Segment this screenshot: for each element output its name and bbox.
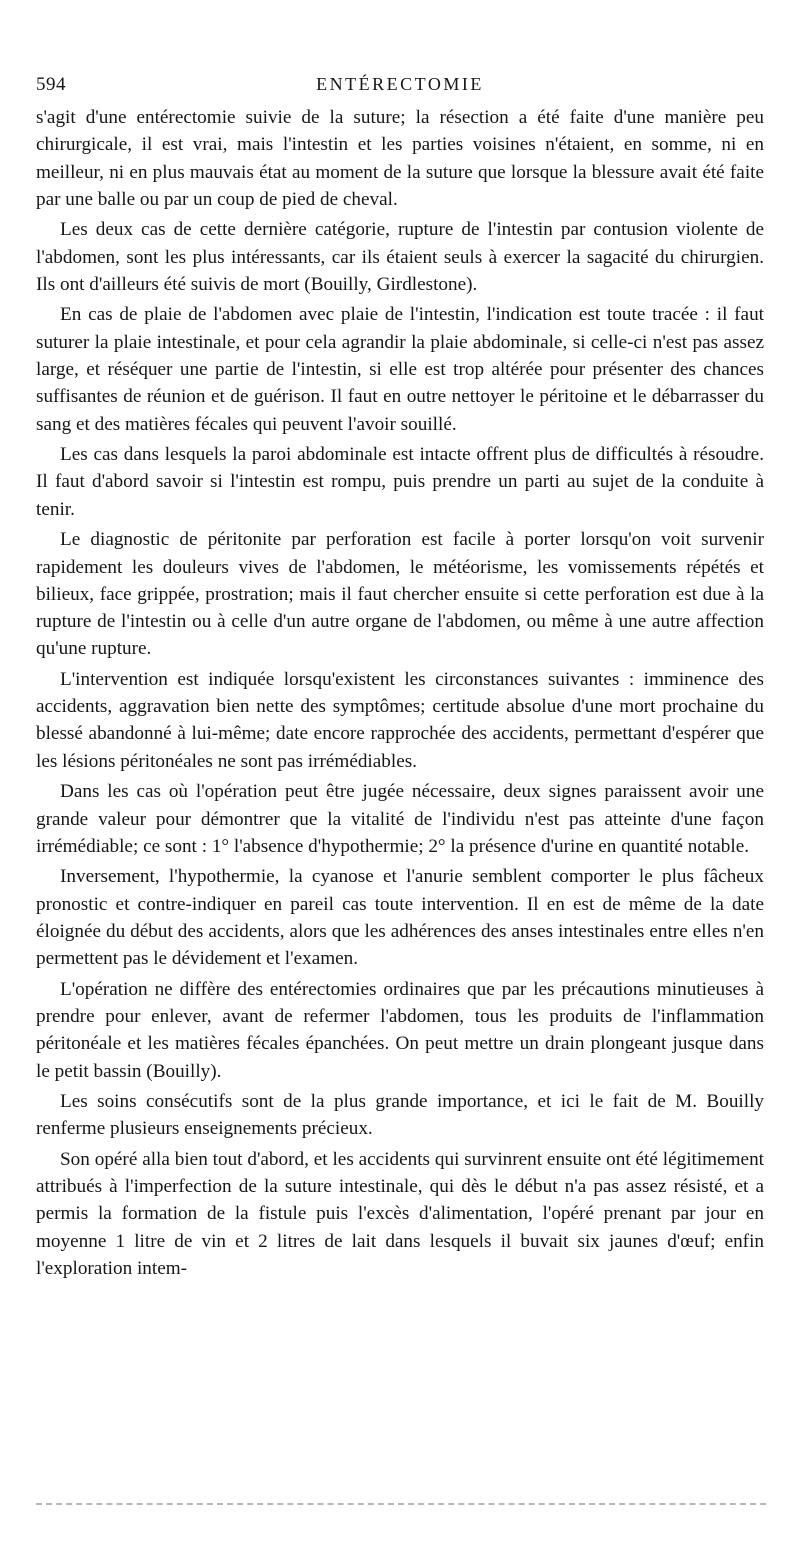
paragraph: Le diagnostic de péritonite par perforation est facile à porter lorsqu'on voit survenir rapidement les douleurs vives de l'abdomen, le météorisme, les vomissements répétés et bilieux, face grippée, prostration; mais il faut chercher ensuite si cette perforation est due à la rupture de l'intestin ou à celle d'un autre organe de l'abdomen, ou même à une autre affection qu'une rupture. [36, 529, 764, 660]
page-heading: ENTÉRECTOMIE [316, 74, 484, 94]
paragraph: Son opéré alla bien tout d'abord, et les accidents qui survinrent ensuite ont été légitimement attribués à l'imperfection de la suture intestinale, qui dès le début n'a pas assez résisté, et a permis la formation de la fistule puis l'excès d'alimentation, l'opéré prenant par jour en moyenne 1 litre de vin et 2 litres de lait dans lesquels il buvait six jaunes d'œuf; enfin l'exploration intem- [36, 1148, 764, 1280]
paragraph-continued: s'agit d'une entérectomie suivie de la suture; la résection a été faite d'une manière peu chirurgicale, il est vrai, mais l'intestin et les parties voisines n'étaient, en somme, ni en meilleur, ni en plus mauvais état au moment de la suture que lorsque la blessure avait été faite par une balle ou par un coup de pied de cheval. [36, 107, 764, 210]
paragraph: Inversement, l'hypothermie, la cyanose et l'anurie semblent comporter le plus fâcheux pronostic et contre-indiquer en pareil cas toute intervention. Il en est de même de la date éloignée du début des accidents, alors que les adhérences des anses intestinales entre elles n'en permettent pas le dévidement et l'examen. [36, 866, 764, 970]
body-text [36, 104, 764, 1286]
paragraph: L'intervention est indiquée lorsqu'existent les circonstances suivantes : imminence des accidents, aggravation bien nette des symptômes; certitude absolue d'une mort prochaine du blessé abandonné à lui-même; date encore rapprochée des accidents, permettant d'espérer que les lésions péritonéales ne sont pas irrémédiables. [36, 668, 764, 772]
bottom-bleed-through-rule [36, 1503, 766, 1505]
paragraph: En cas de plaie de l'abdomen avec plaie de l'intestin, l'indication est toute tracée : il faut suturer la plaie intestinale, et pour cela agrandir la plaie abdominale, si celle-ci n'est pas assez large, et réséquer une partie de l'intestin, si elle est trop altérée pour présenter des chances suffisantes de réunion et de guérison. Il faut en outre nettoyer le péritoine et le débarrasser du sang et des matières fécales qui peuvent l'avoir souillé. [36, 304, 764, 435]
paragraph: Dans les cas où l'opération peut être jugée nécessaire, deux signes paraissent avoir une grande valeur pour démontrer que la vitalité de l'individu n'est pas atteinte d'une façon irrémédiable; ce sont : 1° l'absence d'hypothermie; 2° la présence d'urine en quantité notable. [36, 781, 764, 857]
paragraph: L'opération ne diffère des entérectomies ordinaires que par les précautions minutieuses à prendre pour enlever, avant de refermer l'abdomen, tous les produits de l'inflammation péritonéale et les matières fécales épanchées. On peut mettre un drain plongeant jusque dans le petit bassin (Bouilly). [36, 978, 764, 1082]
paragraph: Les cas dans lesquels la paroi abdominale est intacte offrent plus de difficultés à résoudre. Il faut d'abord savoir si l'intestin est rompu, puis prendre un parti au sujet de la conduite à tenir. [36, 444, 764, 520]
paragraph: Les deux cas de cette dernière catégorie, rupture de l'intestin par contusion violente de l'abdomen, sont les plus intéressants, car ils étaient seuls à exercer la sagacité du chirurgien. Ils ont d'ailleurs été suivis de mort (Bouilly, Girdlestone). [36, 219, 764, 295]
running-head [36, 74, 764, 100]
page-number: 594 [36, 74, 66, 95]
paragraph: Les soins consécutifs sont de la plus grande importance, et ici le fait de M. Bouilly renferme plusieurs enseignements précieux. [36, 1091, 764, 1140]
